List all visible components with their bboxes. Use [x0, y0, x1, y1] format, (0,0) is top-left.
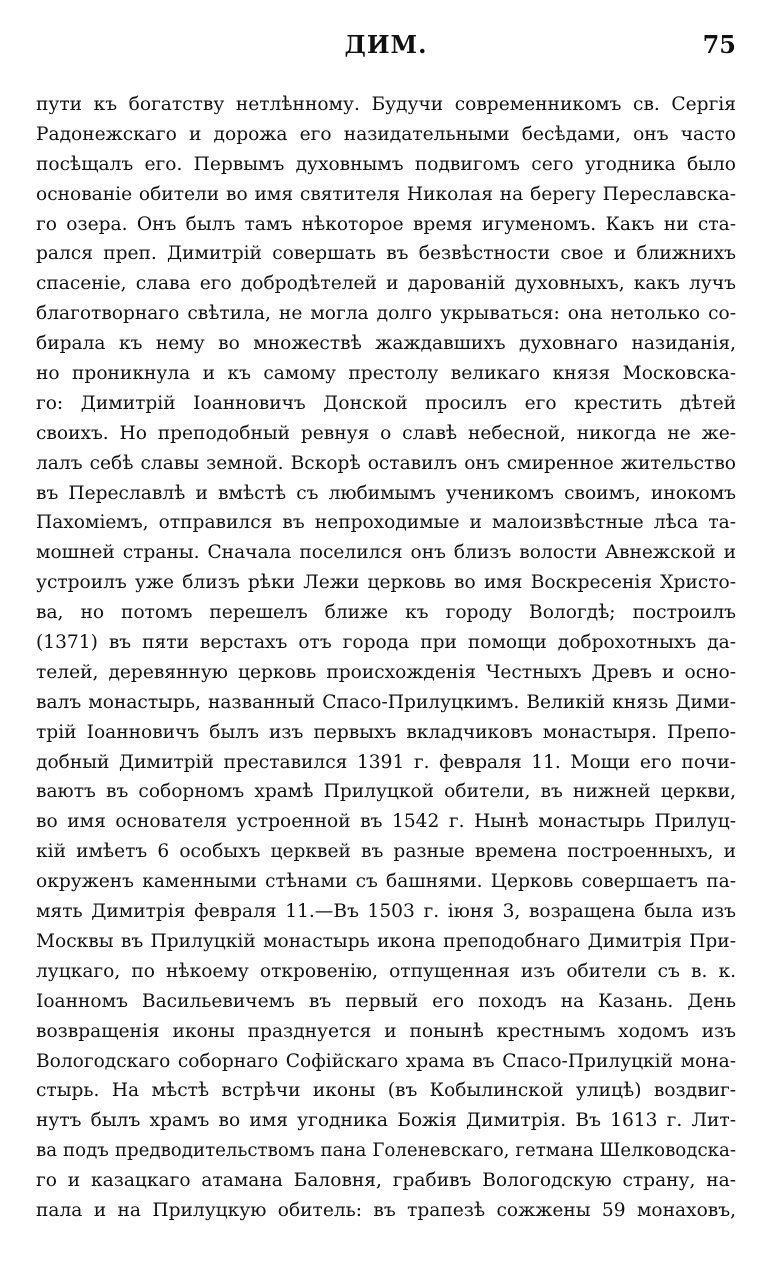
text-line: рался преп. Димитрій совершать въ безвѣстности свое и ближнихъ — [36, 243, 736, 265]
text-line: луцкаго, по нѣкоему откровенію, отпущенная изъ обители съ в. к. — [36, 960, 736, 982]
text-line: ваютъ въ соборномъ храмѣ Прилуцкой обители, въ нижней церкви, — [36, 781, 736, 803]
text-line: кій имѣетъ 6 особыхъ церквей въ разные времена построенныхъ, и — [36, 841, 736, 863]
text-line: мять Димитрія февраля 11.—Въ 1503 г. іюня 3, возращена была изъ — [36, 901, 736, 923]
body-text — [36, 90, 736, 1226]
text-line: въ Переславлѣ и вмѣстѣ съ любимымъ ученикомъ своимъ, инокомъ — [36, 482, 736, 504]
text-line: стырь. На мѣстѣ встрѣчи иконы (въ Кобылинской улицѣ) воздвиг- — [36, 1080, 736, 1102]
text-line: нутъ былъ храмъ во имя угодника Божія Димитрія. Въ 1613 г. Лит- — [36, 1110, 736, 1132]
page-number: 75 — [702, 30, 736, 59]
text-line: посѣщалъ его. Первымъ духовнымъ подвигомъ сего угодника было — [36, 153, 736, 175]
text-line: валъ монастырь, названный Спасо-Прилуцкимъ. Великій князь Дими- — [36, 691, 736, 713]
text-line: го озера. Онъ былъ тамъ нѣкоторое время игуменомъ. Какъ ни ста- — [36, 213, 736, 235]
text-line: ва, но потомъ перешелъ ближе къ городу Вологдѣ; построилъ — [36, 602, 736, 624]
text-line: трій Іоанновичъ былъ изъ первыхъ вкладчиковъ монастыря. Препо- — [36, 721, 736, 743]
text-line: бирала къ нему во множествѣ жаждавшихъ духовнаго назиданія, — [36, 333, 736, 355]
text-line: благотворнаго свѣтила, не могла долго укрываться: она нетолько со- — [36, 303, 736, 325]
text-line: возвращенія иконы празднуется и понынѣ крестнымъ ходомъ изъ — [36, 1020, 736, 1042]
text-line: основаніе обители во имя святителя Николая на берегу Переславска- — [36, 183, 736, 205]
text-line: окруженъ каменными стѣнами съ башнями. Церковь совершаетъ па- — [36, 871, 736, 893]
text-line: спасеніе, слава его добродѣтелей и дарованій духовныхъ, какъ лучъ — [36, 273, 736, 295]
text-line: мошней страны. Сначала поселился онъ близъ волости Авнежской и — [36, 542, 736, 564]
text-line: телей, деревянную церковь происхожденія Честныхъ Древъ и осно- — [36, 661, 736, 683]
text-line: ва подъ предводительствомъ пана Голеневскаго, гетмана Шелководска- — [36, 1140, 736, 1162]
text-line: Вологодскаго соборнаго Софійскаго храма въ Спасо-Прилуцкій мона- — [36, 1050, 736, 1072]
text-line: но проникнула и къ самому престолу великаго князя Московска- — [36, 363, 736, 385]
text-line: (1371) въ пяти верстахъ отъ города при помощи доброхотныхъ да- — [36, 632, 736, 654]
text-line: го: Димитрій Іоанновичъ Донской просилъ его крестить дѣтей — [36, 392, 736, 414]
running-head — [36, 30, 736, 70]
text-line: го и казацкаго атамана Баловня, грабивъ Вологодскую страну, на- — [36, 1170, 736, 1192]
text-line: лалъ себѣ славы земной. Вскорѣ оставилъ онъ смиренное жительство — [36, 452, 736, 474]
text-line: во имя основателя устроенной въ 1542 г. Нынѣ монастырь Прилуц- — [36, 811, 736, 833]
text-line: Радонежскаго и дорожа его назидательными бесѣдами, онъ часто — [36, 123, 736, 145]
page-title: ДИМ. — [344, 30, 428, 59]
text-line: добный Димитрій преставился 1391 г. февраля 11. Мощи его почи- — [36, 751, 736, 773]
text-line: устроилъ уже близъ рѣки Лежи церковь во имя Воскресенія Христо- — [36, 572, 736, 594]
text-line: пути къ богатству нетлѣнному. Будучи современникомъ св. Сергія — [36, 94, 736, 115]
text-line: своихъ. Но преподобный ревнуя о славѣ небесной, никогда не же- — [36, 422, 736, 444]
text-line: пала и на Прилуцкую обитель: въ трапезѣ сожжены 59 монаховъ, — [36, 1199, 736, 1221]
text-line: Пахоміемъ, отправился въ непроходимые и малоизвѣстные лѣса та- — [36, 512, 736, 534]
text-line: Іоанномъ Васильевичемъ въ первый его походъ на Казань. День — [36, 990, 736, 1012]
text-line: Москвы въ Прилуцкій монастырь икона преподобнаго Димитрія При- — [36, 930, 736, 952]
